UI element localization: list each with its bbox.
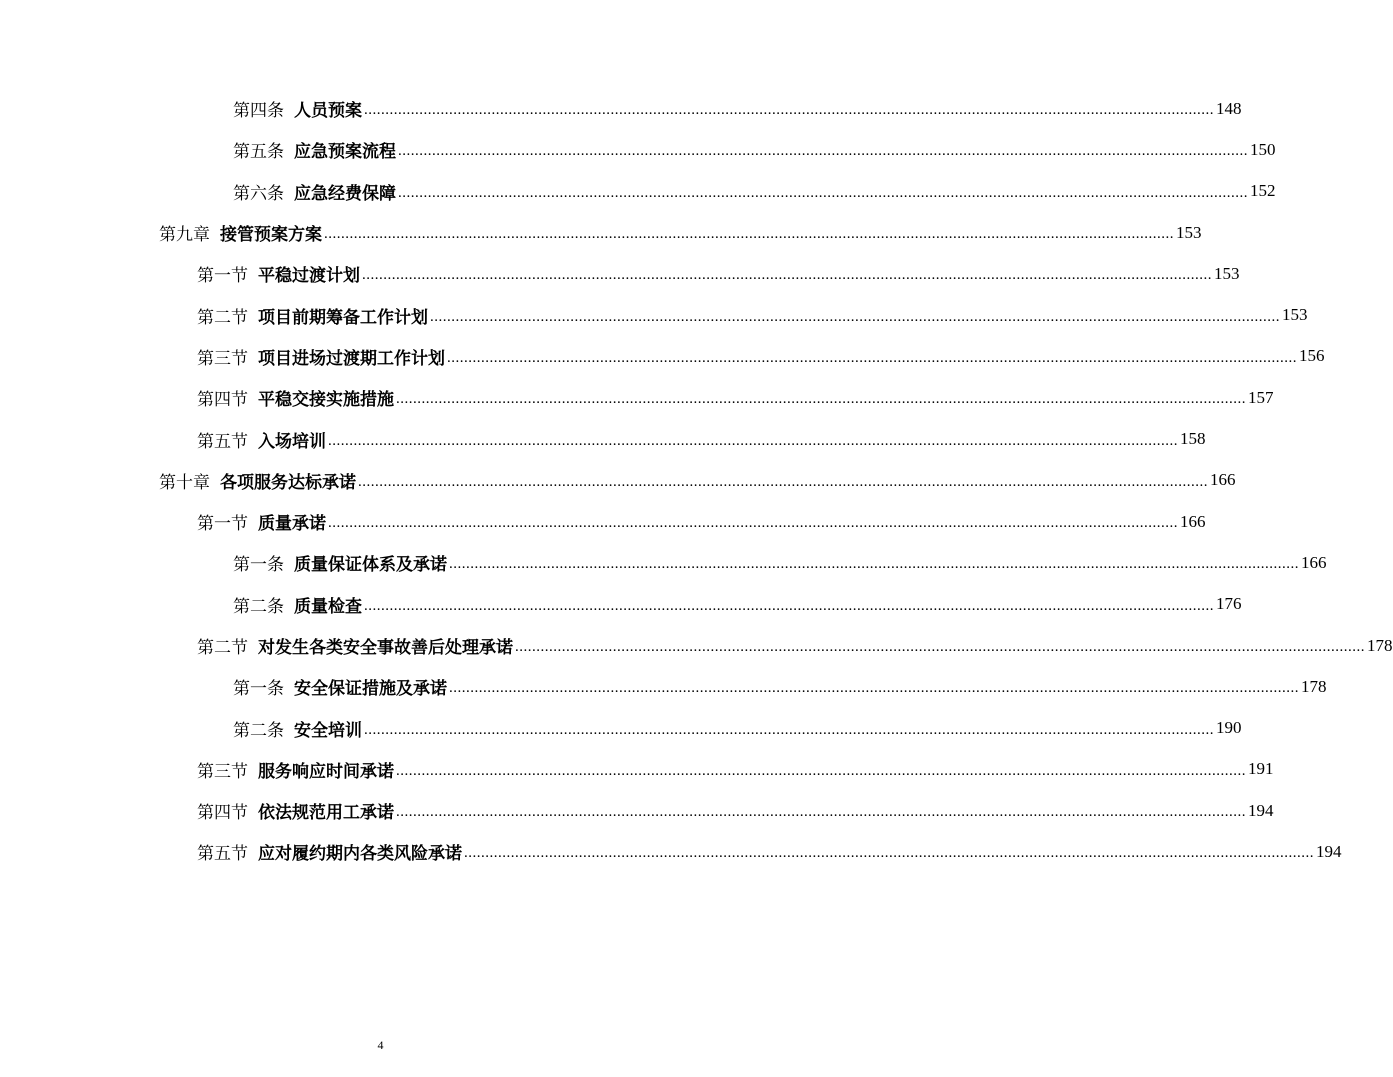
toc-leader-dots: ........................................................................................................................................................................................................ — [364, 597, 1214, 614]
toc-article-row[interactable] — [0, 584, 1242, 625]
toc-leader-dots: ........................................................................................................................................................................................................ — [358, 473, 1208, 490]
toc-section-row[interactable] — [0, 377, 1274, 418]
toc-entry-page: 178 — [1301, 676, 1327, 696]
toc-leader-dots: ........................................................................................................................................................................................................ — [430, 308, 1280, 325]
toc-entry-page: 157 — [1248, 387, 1274, 407]
toc-entry-page: 166 — [1301, 552, 1327, 572]
toc-leader-dots: ........................................................................................................................................................................................................ — [396, 762, 1246, 779]
toc-entry-page: 152 — [1250, 181, 1276, 201]
toc-article-row[interactable] — [0, 666, 1327, 707]
toc-chapter-row[interactable] — [0, 460, 1236, 501]
toc-entry-number: 第一节 — [197, 514, 248, 535]
toc-section-row[interactable] — [0, 501, 1206, 542]
toc-chapter-row[interactable] — [0, 212, 1202, 253]
toc-entry-page: 194 — [1248, 800, 1274, 820]
toc-entry-title: 质量承诺 — [258, 514, 326, 535]
page-number: 4 — [377, 1038, 384, 1052]
toc-entry-page: 194 — [1316, 841, 1342, 861]
toc-entry-number: 第四节 — [197, 803, 248, 824]
toc-entry-title: 入场培训 — [258, 431, 326, 452]
toc-section-row[interactable] — [0, 418, 1206, 459]
toc-article-row[interactable] — [0, 171, 1276, 212]
toc-entry-number: 第二条 — [233, 596, 284, 617]
toc-entry-page: 158 — [1180, 429, 1206, 449]
toc-entry-title: 项目进场过渡期工作计划 — [258, 348, 445, 369]
toc-entry-number: 第二条 — [233, 720, 284, 741]
toc-article-row[interactable] — [0, 707, 1242, 748]
toc-entry-page: 156 — [1299, 346, 1325, 366]
toc-entry-number: 第九章 — [159, 225, 210, 246]
toc-article-row[interactable] — [0, 88, 1242, 129]
toc-entry-page: 153 — [1214, 263, 1240, 283]
toc-entry-page: 153 — [1282, 305, 1308, 325]
toc-entry-title: 安全培训 — [294, 720, 362, 741]
toc-leader-dots: ........................................................................................................................................................................................................ — [449, 556, 1299, 573]
toc-leader-dots: ........................................................................................................................................................................................................ — [449, 680, 1299, 697]
toc-section-row[interactable] — [0, 336, 1325, 377]
toc-leader-dots: ........................................................................................................................................................................................................ — [364, 721, 1214, 738]
toc-entry-title: 项目前期筹备工作计划 — [258, 307, 428, 328]
toc-leader-dots: ........................................................................................................................................................................................................ — [447, 349, 1297, 366]
toc-entry-title: 平稳交接实施措施 — [258, 390, 394, 411]
toc-section-row[interactable] — [0, 831, 1342, 872]
toc-entry-number: 第四节 — [197, 390, 248, 411]
toc-entry-page: 153 — [1176, 222, 1202, 242]
toc-entry-title: 对发生各类安全事故善后处理承诺 — [258, 638, 513, 658]
toc-entry-title: 服务响应时间承诺 — [258, 761, 394, 782]
toc-entry-title: 应急经费保障 — [294, 183, 396, 204]
toc-entry-page: 190 — [1216, 718, 1242, 738]
toc-entry-number: 第一条 — [233, 555, 284, 576]
toc-entry-page: 148 — [1216, 98, 1242, 118]
toc-section-row[interactable] — [0, 294, 1308, 335]
toc-entry-page: 166 — [1180, 511, 1206, 531]
toc-entry-number: 第一节 — [197, 266, 248, 287]
toc-entry-title: 应对履约期内各类风险承诺 — [258, 844, 462, 865]
toc-entry-number: 第六条 — [233, 183, 284, 204]
toc-leader-dots: ........................................................................................................................................................................................................ — [396, 804, 1246, 821]
toc-leader-dots: ........................................................................................................................................................................................................ — [398, 184, 1248, 201]
toc-entry-title: 应急预案流程 — [294, 142, 396, 163]
toc-section-row[interactable] — [0, 253, 1240, 294]
toc-entry-page: 191 — [1248, 759, 1274, 779]
toc-entry-title: 质量保证体系及承诺 — [294, 555, 447, 576]
toc-entry-page: 178 — [1367, 635, 1393, 655]
toc-leader-dots: ........................................................................................................................................................................................................ — [362, 267, 1212, 284]
toc-entry-number: 第五节 — [197, 844, 248, 865]
toc-section-row[interactable] — [0, 749, 1274, 790]
toc-entry-title: 依法规范用工承诺 — [258, 803, 394, 824]
table-of-contents — [0, 88, 1393, 873]
toc-entry-title: 质量检查 — [294, 596, 362, 617]
toc-entry-number: 第五条 — [233, 142, 284, 163]
toc-section-row[interactable] — [0, 790, 1274, 831]
toc-entry-number: 第二节 — [197, 638, 248, 658]
toc-leader-dots: ........................................................................................................................................................................................................ — [464, 845, 1314, 862]
toc-leader-dots: ........................................................................................................................................................................................................ — [364, 102, 1214, 119]
toc-entry-page: 176 — [1216, 594, 1242, 614]
toc-entry-title: 各项服务达标承诺 — [220, 472, 356, 493]
toc-leader-dots: ........................................................................................................................................................................................................ — [328, 515, 1178, 532]
toc-entry-number: 第十章 — [159, 472, 210, 493]
toc-section-row[interactable] — [0, 625, 1393, 666]
toc-entry-page: 150 — [1250, 139, 1276, 159]
toc-article-row[interactable] — [0, 542, 1327, 583]
toc-entry-number: 第四条 — [233, 101, 284, 122]
toc-leader-dots: ........................................................................................................................................................................................................ — [324, 226, 1174, 243]
toc-entry-page: 166 — [1210, 470, 1236, 490]
toc-entry-title: 接管预案方案 — [220, 225, 322, 246]
toc-leader-dots: ........................................................................................................................................................................................................ — [328, 432, 1178, 449]
toc-entry-number: 第二节 — [197, 307, 248, 328]
toc-entry-number: 第一条 — [233, 679, 284, 700]
toc-entry-number: 第三节 — [197, 348, 248, 369]
toc-entry-title: 人员预案 — [294, 101, 362, 122]
toc-leader-dots: ........................................................................................................................................................................................................ — [515, 639, 1365, 655]
toc-entry-number: 第三节 — [197, 761, 248, 782]
toc-leader-dots: ........................................................................................................................................................................................................ — [396, 391, 1246, 408]
toc-entry-title: 安全保证措施及承诺 — [294, 679, 447, 700]
toc-article-row[interactable] — [0, 129, 1276, 170]
toc-entry-title: 平稳过渡计划 — [258, 266, 360, 287]
toc-entry-number: 第五节 — [197, 431, 248, 452]
toc-leader-dots: ........................................................................................................................................................................................................ — [398, 143, 1248, 160]
